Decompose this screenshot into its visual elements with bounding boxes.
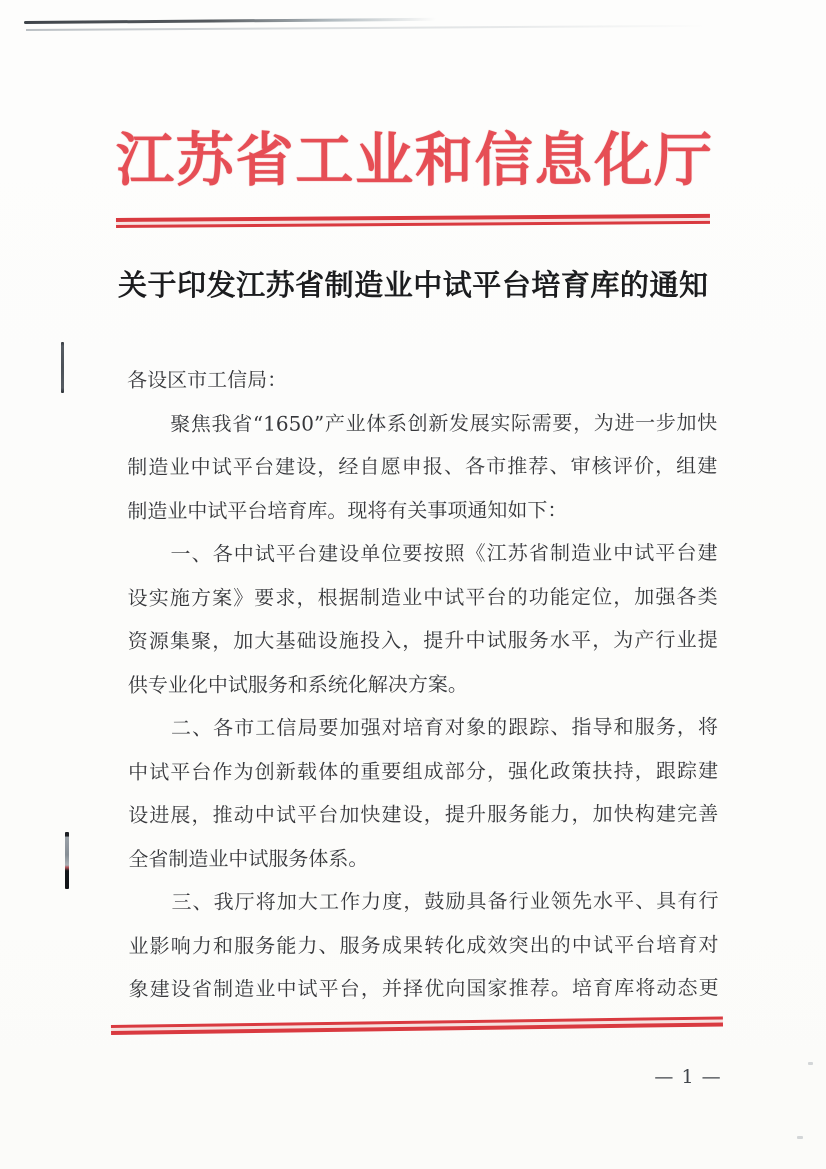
page-number: — 1 — (654, 1066, 722, 1088)
body-line: 业影响力和服务能力、服务成果转化成效突出的中试平台培育对 (128, 931, 719, 958)
body-line: 聚焦我省“1650”产业体系创新发展实际需要，为进一步加快 (170, 409, 718, 436)
scan-top-edge-faint-artifact (26, 25, 706, 31)
footer-divider-rule (111, 1016, 723, 1035)
body-line: 三、我厅将加大工作力度，鼓励具备行业领先水平、具有行 (171, 888, 719, 914)
body-line-salutation: 各设区市工信局： (127, 367, 288, 392)
body-line: 资源集聚，加大基础设施投入，提升中试服务水平，为产行业提 (127, 627, 718, 653)
scan-top-edge-artifact (24, 18, 436, 24)
body-line: 设实施方案》要求，根据制造业中试平台的功能定位，加强各类 (127, 583, 718, 610)
body-line: 制造业中试平台培育库。现将有关事项通知如下： (127, 497, 568, 523)
document-title: 关于印发江苏省制造业中试平台培育库的通知 (118, 268, 708, 302)
body-line: 中试平台作为创新载体的重要组成部分，强化政策扶持，跟踪建 (128, 757, 719, 784)
body-line: 象建设省制造业中试平台，并择优向国家推荐。培育库将动态更 (128, 975, 719, 1001)
agency-letterhead-title: 江苏省工业和信息化厅 (116, 126, 712, 194)
body-line: 制造业中试平台建设，经自愿申报、各市推荐、审核评价，组建 (127, 453, 718, 479)
body-line: 全省制造业中试服务体系。 (128, 845, 369, 871)
body-line: 二、各市工信局要加强对培育对象的跟踪、指导和服务，将 (170, 714, 718, 740)
document-body (127, 357, 719, 1011)
scan-speck (797, 1136, 803, 1139)
staple-mark-lower (65, 832, 69, 889)
staple-mark-upper (61, 342, 64, 393)
body-line: 设进展，推动中试平台加快建设，提升服务能力，加快构建完善 (128, 801, 719, 827)
letterhead-divider-rule (116, 214, 710, 228)
scan-speck (808, 1062, 813, 1065)
body-line: 供专业化中试服务和系统化解决方案。 (127, 671, 468, 697)
body-line: 一、各中试平台建设单位要按照《江苏省制造业中试平台建 (170, 540, 718, 566)
